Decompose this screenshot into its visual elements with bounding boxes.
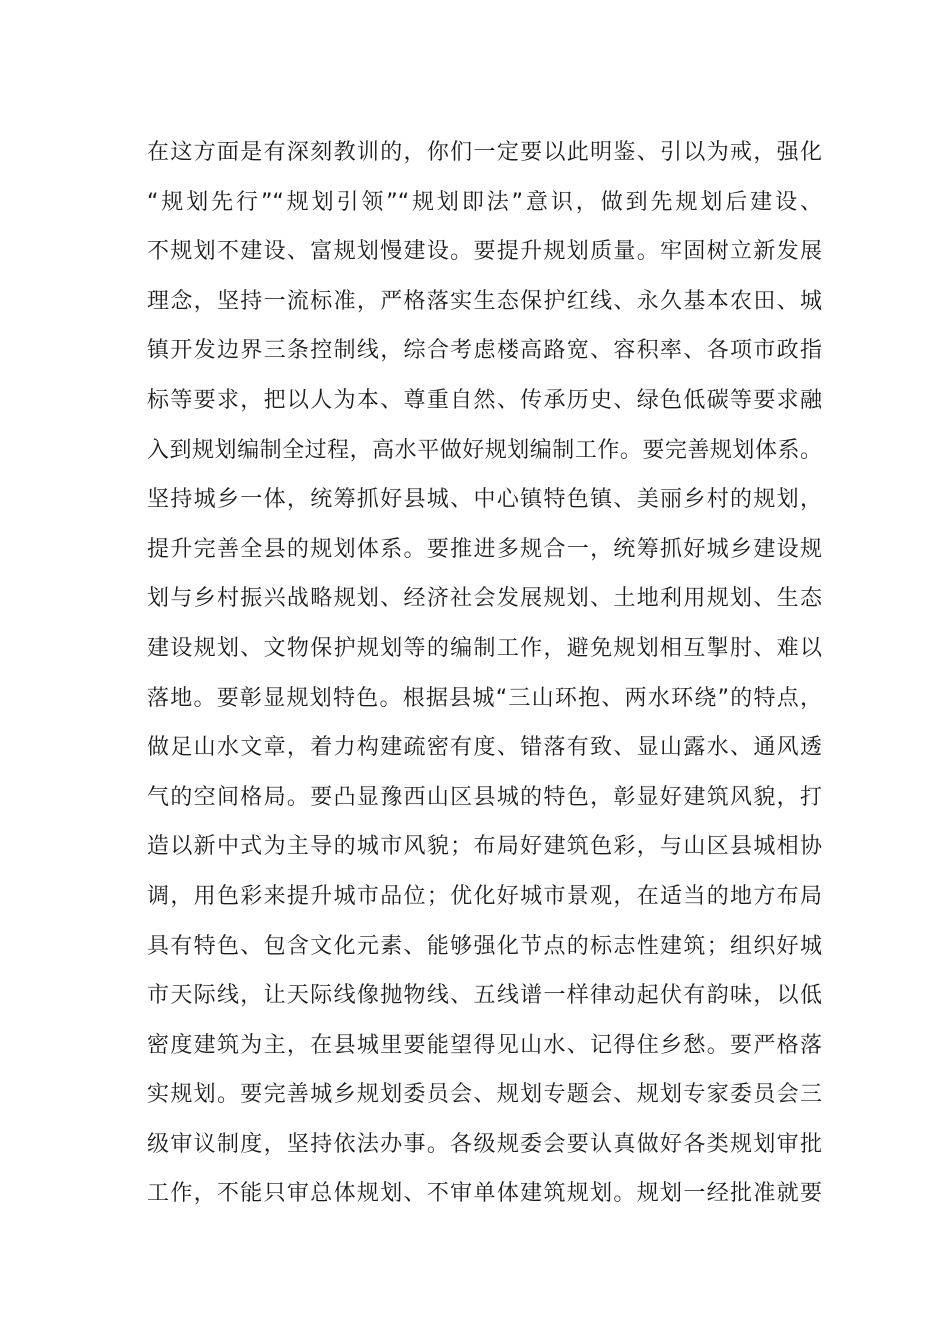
text-line: 入到规划编制全过程，高水平做好规划编制工作。要完善规划体系。 (147, 437, 822, 463)
text-line: 密度建筑为主，在县城里要能望得见山水、记得住乡愁。要严格落 (147, 1032, 822, 1058)
text-line: 镇开发边界三条控制线，综合考虑楼高路宽、容积率、各项市政指 (147, 338, 822, 364)
text-line: 造以新中式为主导的城市风貌；布局好建筑色彩，与山区县城相协 (147, 834, 822, 860)
text-line: 具有特色、包含文化元素、能够强化节点的标志性建筑；组织好城 (147, 933, 822, 959)
text-line: 做足山水文章，着力构建疏密有度、错落有致、显山露水、通风透 (147, 735, 822, 761)
text-line: “规划先行”“规划引领”“规划即法”意识，做到先规划后建设、 (147, 189, 822, 215)
text-line: 落地。要彰显规划特色。根据县城“三山环抱、两水环绕”的特点， (147, 685, 822, 711)
document-body (147, 128, 822, 1219)
text-line: 坚持城乡一体，统筹抓好县城、中心镇特色镇、美丽乡村的规划， (147, 487, 822, 513)
text-line: 工作，不能只审总体规划、不审单体建筑规划。规划一经批准就要 (147, 1181, 822, 1207)
text-line: 调，用色彩来提升城市品位；优化好城市景观，在适当的地方布局 (147, 883, 822, 909)
text-line: 级审议制度，坚持依法办事。各级规委会要认真做好各类规划审批 (147, 1131, 822, 1157)
text-line: 标等要求，把以人为本、尊重自然、传承历史、绿色低碳等要求融 (147, 387, 822, 413)
text-line: 提升完善全县的规划体系。要推进多规合一，统筹抓好城乡建设规 (147, 536, 822, 562)
text-line: 实规划。要完善城乡规划委员会、规划专题会、规划专家委员会三 (147, 1082, 822, 1108)
text-line: 气的空间格局。要凸显豫西山区县城的特色，彰显好建筑风貌，打 (147, 784, 822, 810)
text-line: 市天际线，让天际线像抛物线、五线谱一样律动起伏有韵味，以低 (147, 983, 822, 1009)
text-line: 不规划不建设、富规划慢建设。要提升规划质量。牢固树立新发展 (147, 239, 822, 265)
text-line: 理念，坚持一流标准，严格落实生态保护红线、永久基本农田、城 (147, 288, 822, 314)
text-line: 在这方面是有深刻教训的，你们一定要以此明鉴、引以为戒，强化 (147, 140, 822, 165)
text-line: 建设规划、文物保护规划等的编制工作，避免规划相互掣肘、难以 (147, 635, 822, 661)
text-line: 划与乡村振兴战略规划、经济社会发展规划、土地利用规划、生态 (147, 586, 822, 612)
